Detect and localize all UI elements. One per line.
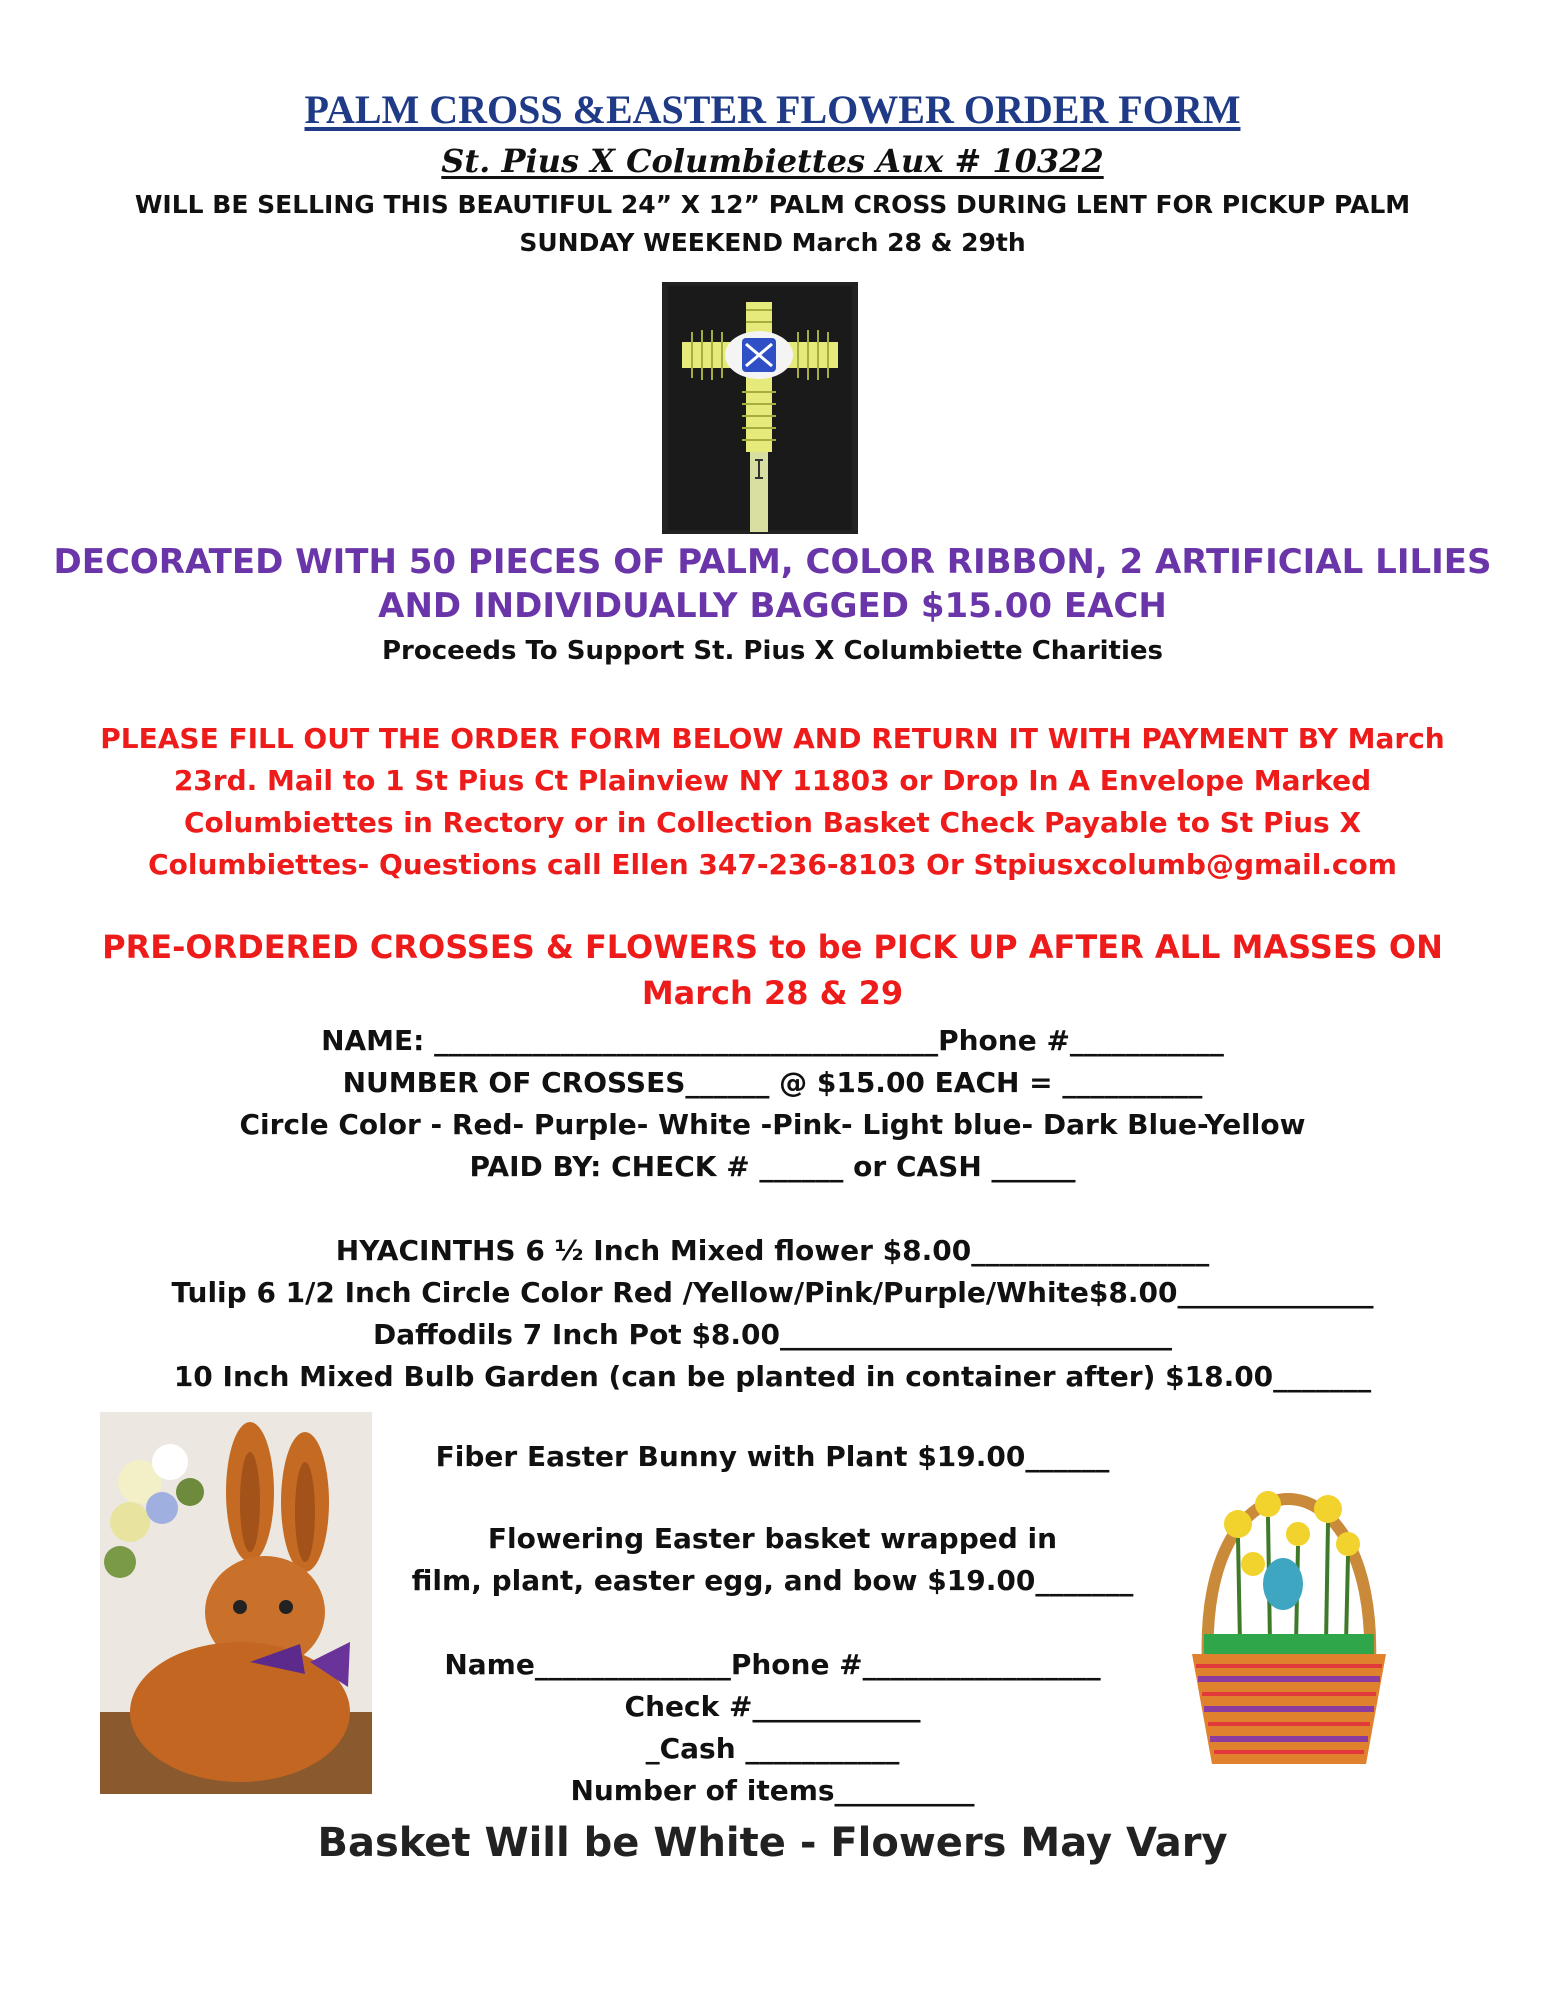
cross-quantity-field[interactable]: NUMBER OF CROSSES______ @ $15.00 EACH = __________	[342, 1066, 1203, 1099]
selling-line-2: SUNDAY WEEKEND March 28 & 29th	[519, 228, 1026, 257]
bulb-garden-order-line[interactable]: 10 Inch Mixed Bulb Garden (can be planted in container after) $18.00_______	[173, 1360, 1372, 1393]
cross-description	[0, 540, 1545, 628]
daffodils-order-line[interactable]: Daffodils 7 Inch Pot $8.00____________________________	[372, 1318, 1173, 1351]
proceeds-note: Proceeds To Support St. Pius X Columbiette Charities	[381, 636, 1164, 666]
instructions-line-2: 23rd. Mail to 1 St Pius Ct Plainview NY 11803 or Drop In A Envelope Marked	[173, 764, 1372, 797]
instructions-line-4: Columbiettes- Questions call Ellen 347-236-8103 Or Stpiusxcolumb@gmail.com	[148, 848, 1397, 881]
easter-items-count-field[interactable]: Number of items__________	[570, 1774, 975, 1807]
basket-note: Basket Will be White - Flowers May Vary	[317, 1820, 1228, 1866]
description-line-1: DECORATED WITH 50 PIECES OF PALM, COLOR RIBBON, 2 ARTIFICIAL LILIES	[53, 542, 1492, 582]
easter-name-phone-field[interactable]: Name______________Phone #_________________	[444, 1648, 1101, 1681]
selling-line-1: WILL BE SELLING THIS BEAUTIFUL 24” X 12” PALM CROSS DURING LENT FOR PICKUP PALM	[134, 190, 1411, 219]
description-line-2: AND INDIVIDUALLY BAGGED $15.00 EACH	[378, 586, 1167, 626]
basket-description-line-1: Flowering Easter basket wrapped in	[487, 1522, 1058, 1555]
hyacinths-order-line[interactable]: HYACINTHS 6 ½ Inch Mixed flower $8.00_________________	[335, 1234, 1210, 1267]
palm-cross-photo	[662, 282, 858, 534]
easter-check-field[interactable]: Check #____________	[624, 1690, 921, 1723]
cross-payment-field[interactable]: PAID BY: CHECK # ______ or CASH ______	[469, 1150, 1076, 1183]
easter-cash-field[interactable]: _Cash ___________	[645, 1732, 900, 1765]
form-title: PALM CROSS &EASTER FLOWER ORDER FORM	[304, 87, 1241, 132]
pickup-notice	[0, 924, 1545, 1016]
instructions-line-1: PLEASE FILL OUT THE ORDER FORM BELOW AND RETURN IT WITH PAYMENT BY March	[100, 722, 1445, 755]
basket-order-line[interactable]: film, plant, easter egg, and bow $19.00_______	[411, 1564, 1134, 1597]
auxiliary-name: St. Pius X Columbiettes Aux # 10322	[441, 142, 1104, 180]
pickup-line-2: March 28 & 29	[641, 974, 904, 1012]
bunny-order-line[interactable]: Fiber Easter Bunny with Plant $19.00______	[435, 1440, 1110, 1473]
cross-color-choices[interactable]: Circle Color - Red- Purple- White -Pink- Light blue- Dark Blue-Yellow	[239, 1108, 1306, 1141]
cross-name-phone-field[interactable]: NAME: ____________________________________Phone #___________	[321, 1024, 1224, 1057]
palm-cross-illustration	[662, 282, 858, 534]
instructions-line-3: Columbiettes in Rectory or in Collection Basket Check Payable to St Pius X	[183, 806, 1362, 839]
pickup-line-1: PRE-ORDERED CROSSES & FLOWERS to be PICK UP AFTER ALL MASSES ON	[102, 928, 1443, 966]
selling-announcement	[0, 186, 1545, 262]
tulip-order-line[interactable]: Tulip 6 1/2 Inch Circle Color Red /Yellow/Pink/Purple/White$8.00______________	[171, 1276, 1374, 1309]
order-instructions	[0, 718, 1545, 886]
